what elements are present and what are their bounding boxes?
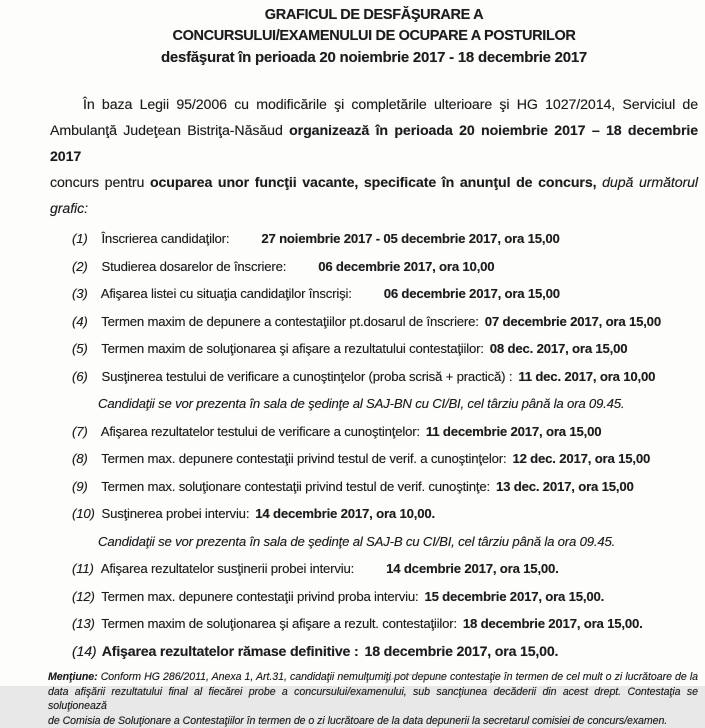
item-number: (14): [72, 643, 98, 661]
item-date: 11 decembrie 2017, ora 15,00: [426, 424, 602, 439]
schedule-row: [50, 258, 698, 276]
item-number: (7): [72, 423, 98, 441]
schedule-row: [50, 478, 698, 496]
item-label: Termen max. soluţionare contestaţii privind testul de verif. cunoştinţe:: [101, 479, 490, 494]
item-date: 18 decembrie 2017, ora 15,00.: [463, 616, 643, 631]
text-segment: de Comisia de Soluţionare a Contestaţiilor în termen de o zi lucrătoare de la data depunerii la secretarul comisiei de concurs/examen.: [48, 715, 667, 727]
schedule-row: [50, 560, 698, 578]
mention-line: [48, 685, 698, 714]
item-date: 15 decembrie 2017, ora 15,00.: [424, 589, 604, 604]
text-segment: Conform HG 286/2011, Anexa 1, Art.31, candidaţii nemulţumiţi pot depune contestaţie în termen de cel mult o zi lucrătoare de la: [101, 671, 698, 683]
schedule-note: Candidaţii se vor prezenta în sala de şedinţe al SAJ-B cu CI/BI, cel târziu până la ora 09.45.: [50, 533, 698, 551]
item-label: Termen max. depunere contestaţii privind proba interviu:: [101, 589, 418, 604]
item-label: Studierea dosarelor de înscriere:: [101, 259, 286, 274]
item-date: 06 decembrie 2017, ora 10,00: [318, 259, 494, 274]
title-line-3: desfăşurat în perioada 20 noiembrie 2017 - 18 decembrie 2017: [50, 47, 698, 68]
item-date: 12 dec. 2017, ora 15,00: [512, 451, 650, 466]
item-label: Termen maxim de soluţionarea şi afişare a rezult. contestaţiilor:: [101, 616, 457, 631]
intro-line: [50, 92, 698, 118]
schedule-list: [50, 230, 698, 661]
item-date: 27 noiembrie 2017 - 05 decembrie 2017, ora 15,00: [261, 231, 559, 246]
schedule-row: [50, 450, 698, 468]
item-date: 08 dec. 2017, ora 15,00: [490, 341, 628, 356]
item-label: Afişarea listei cu situaţia candidaţilor înscrişi:: [101, 286, 352, 301]
schedule-row: [50, 588, 698, 606]
item-number: (12): [72, 588, 98, 606]
item-date: 18 decembrie 2017, ora 15,00.: [365, 644, 559, 660]
text-segment: după următorul: [602, 175, 698, 191]
title-line-2: CONCURSULUI/EXAMENULUI DE OCUPARE A POSTURILOR: [50, 26, 698, 47]
intro-line: [50, 196, 698, 222]
mention-line: [48, 670, 698, 685]
schedule-row: [50, 313, 698, 331]
item-number: (3): [72, 285, 98, 303]
text-segment: grafic:: [50, 201, 88, 217]
intro-line: [50, 170, 698, 196]
item-label: Afişarea rezultatelor testului de verificare a cunoştinţelor:: [101, 424, 420, 439]
title-line-1: GRAFICUL DE DESFĂŞURARE A: [50, 5, 698, 26]
text-segment: data afişării rezultatului final al fiecărei probe a concursului/examenului, sub sancţiunea decăderii din acest drept. Contestaţia se soluţionează: [48, 686, 698, 713]
text-segment: Menţiune:: [48, 671, 101, 683]
item-number: (1): [72, 230, 98, 248]
schedule-row: [50, 423, 698, 441]
item-number: (10): [72, 505, 98, 523]
item-label: Susţinerea probei interviu:: [101, 506, 249, 521]
mention-paragraph: [48, 670, 698, 728]
item-date: 14 dcembrie 2017, ora 15,00.: [386, 561, 559, 576]
item-number: (2): [72, 258, 98, 276]
text-segment: Ambulanţă Judeţean Bistriţa-Năsăud: [50, 123, 289, 139]
item-date: 13 dec. 2017, ora 15,00: [496, 479, 634, 494]
schedule-row: [50, 340, 698, 358]
schedule-row: [50, 615, 698, 633]
mention-line: [48, 714, 698, 728]
schedule-row: [50, 230, 698, 248]
item-date: 14 decembrie 2017, ora 10,00.: [255, 506, 435, 521]
schedule-row: [50, 368, 698, 386]
schedule-note: Candidaţii se vor prezenta în sala de şedinţe al SAJ-BN cu CI/BI, cel târziu până la ora 09.45.: [50, 395, 698, 413]
signature-curve-icon: [383, 671, 445, 686]
schedule-row: [50, 285, 698, 303]
item-number: (4): [72, 313, 98, 331]
intro-paragraph: [50, 92, 698, 222]
item-number: (5): [72, 340, 98, 358]
item-number: (8): [72, 450, 98, 468]
text-segment: concurs pentru: [50, 175, 150, 191]
document-title: [50, 5, 698, 68]
item-number: (6): [72, 368, 98, 386]
item-label: Termen max. depunere contestaţii privind testul de verif. a cunoştinţelor:: [101, 451, 506, 466]
item-number: (13): [72, 615, 98, 633]
text-segment: ocuparea unor funcţii vacante, specificate în anunţul de concurs,: [150, 175, 602, 191]
intro-line: [50, 118, 698, 170]
schedule-row: [50, 643, 698, 661]
item-label: Înscrierea candidaţilor:: [101, 231, 229, 246]
text-segment: În baza Legii 95/2006 cu modificările şi completările ulterioare şi HG 1027/2014, Serviciul de: [83, 97, 698, 113]
schedule-row: [50, 505, 698, 523]
item-label: Afişarea rezultatelor rămase definitive :: [102, 644, 359, 660]
item-date: 07 decembrie 2017, ora 15,00: [485, 314, 661, 329]
item-date: 06 decembrie 2017, ora 15,00: [384, 286, 560, 301]
item-label: Susţinerea testului de verificare a cunoştinţelor (proba scrisă + practică) :: [101, 369, 512, 384]
item-label: Termen maxim de soluţionarea şi afişare a rezultatului contestaţiilor:: [101, 341, 484, 356]
item-number: (9): [72, 478, 98, 496]
item-number: (11): [72, 560, 98, 578]
item-date: 11 dec. 2017, ora 10,00: [518, 369, 655, 384]
item-label: Termen maxim de depunere a contestaţiilor pt.dosarul de înscriere:: [101, 314, 479, 329]
text-segment: organizează în perioada 20 noiembrie 2017 – 18 decembrie 2017: [50, 123, 698, 165]
item-label: Afişarea rezultatelor susţinerii probei interviu:: [101, 561, 354, 576]
